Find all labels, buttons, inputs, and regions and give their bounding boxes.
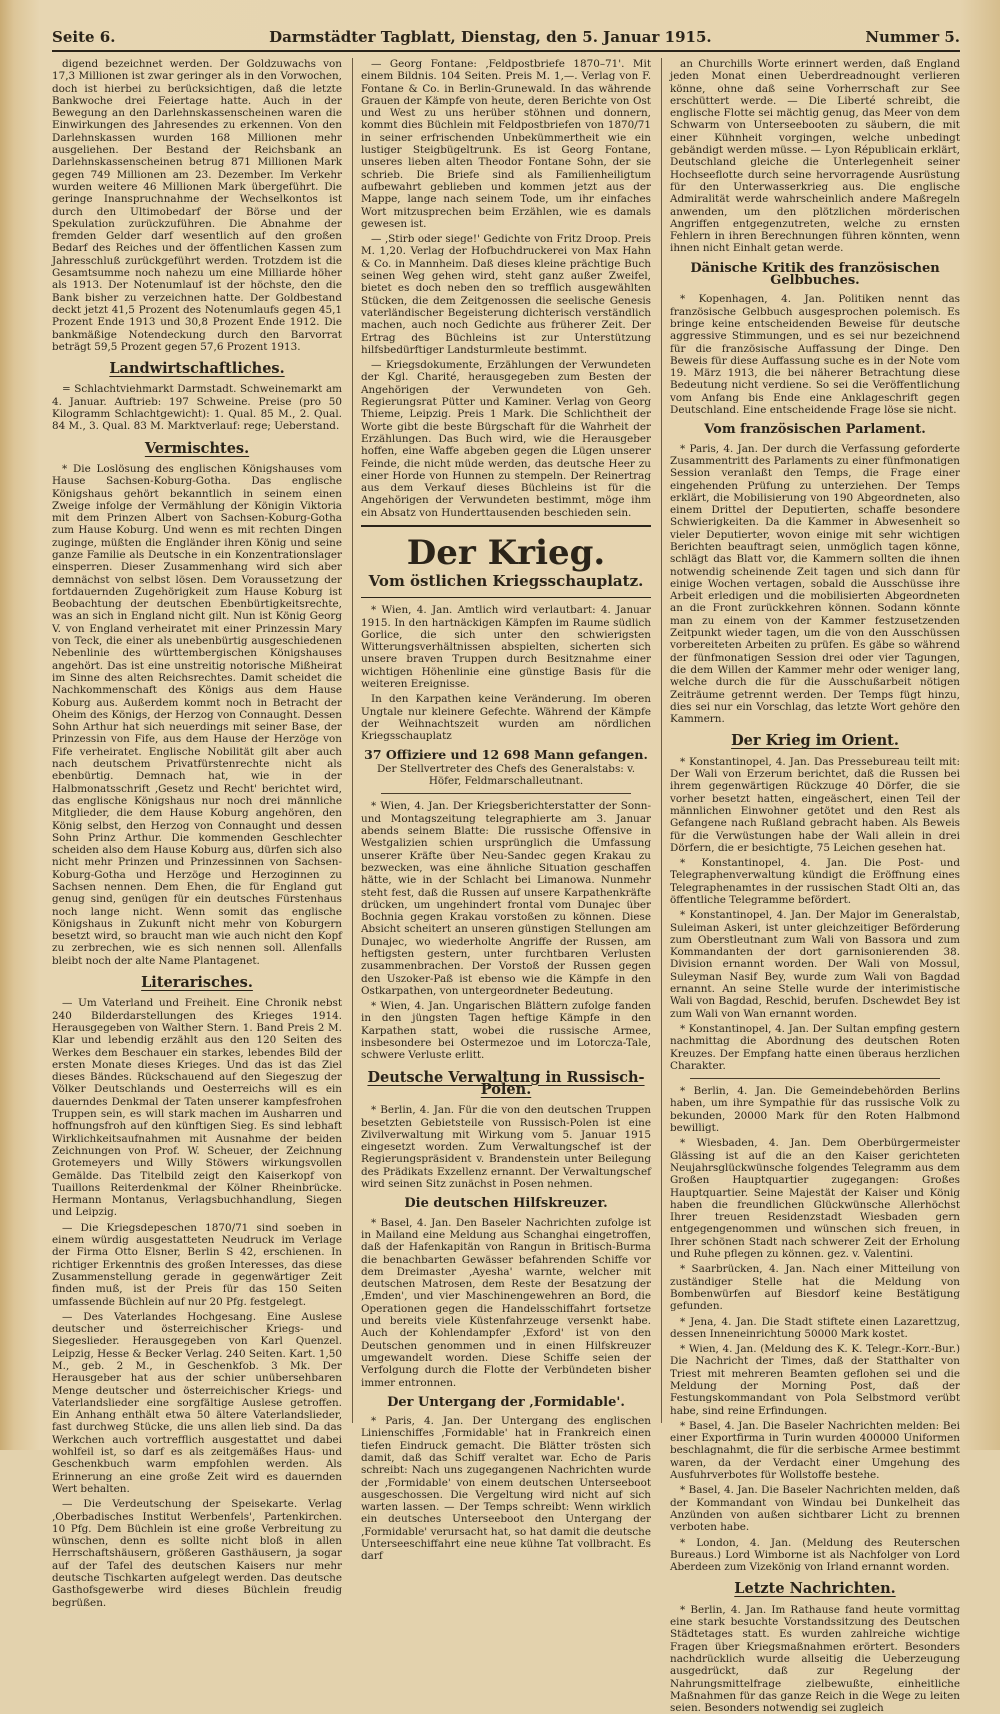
- article-continuation: an Churchills Worte erinnert werden, daß England jeden Monat einen Ueberdreadnought verlieren könne, ohne daß seine Vorherrschaft zur See erschüttert werde. — Die Liberté schreibt, die englische Flotte sei mächtig genug, das Meer von dem Schwarm von Unterseebooten zu säubern, die mit einer Kühnheit vorgingen, welche unbedingt gebändigt werden müsse. — Lyon Républicain erklärt, Deutschland gleiche die Unterlegenheit seiner Hochseeflotte durch seine hervorragende Ausrüstung für den Unterwasserkrieg aus. Die englische Admiralität werde wahrscheinlich andere Maßregeln anwenden, um den plötzlichen mörderischen Angriffen entgegenzutreten, welche zu ernsten Fehlern in ihren Berechnungen führen könnten, wenn ihnen nicht Einhalt getan werde.: [670, 58, 960, 255]
- article-formidable: * Paris, 4. Jan. Der Untergang des englischen Linienschiffes ‚Formidable' hat in Frankreich einen tiefen Eindruck gemacht. Die Blätter trösten sich damit, daß das Schiff veraltet war. Echo de Paris schreibt: Nach uns zugegangenen Nachrichten wurde der ‚Formidable' von einem deutschen Unterseeboot ausgeschossen. Die Vergeltung wird nicht auf sich warten lassen. — Der Temps schreibt: Wenn wirklich ein deutsches Unterseeboot den Untergang der ‚Formidable' verursacht hat, so hat damit die deutsche Unterseeschiffahrt eine neue kühne Tat vollbracht. Es darf: [361, 1415, 651, 1563]
- divider: [381, 793, 631, 794]
- divider: [690, 1078, 940, 1079]
- column-1: [52, 58, 342, 1609]
- news-item: * Jena, 4. Jan. Die Stadt stiftete einen Lazarettzug, dessen Inneneinrichtung 50000 Mark kostet.: [670, 1315, 960, 1340]
- news-item: * Wiesbaden, 4. Jan. Dem Oberbürgermeister Glässing ist auf die an den Kaiser gerichteten Neujahrsglückwünsche folgendes Telegramm aus dem Großen Hauptquartier zugegangen: Großes Hauptquartier. Seine Majestät der Kaiser und König haben die freundlichen Glückwünsche Allerhöchst Ihrer treuen Residenzstadt Wiesbaden gern entgegengenommen und wünschen sich freuen, in Ihrer schönen Stadt nach schwerer Zeit der Erholung und Ruhe pflegen zu können. gez. v. Valentini.: [670, 1137, 960, 1261]
- signature-line: Der Stellvertreter des Chefs des Generalstabs: v. Höfer, Feldmarschalleutnant.: [376, 762, 636, 788]
- section-heading-formidable: Der Untergang der ‚Formidable'.: [387, 1394, 625, 1410]
- book-review: — Die Verdeutschung der Speisekarte. Verlag ‚Oberbadisches Institut Werbenfels', Partenkirchen. 10 Pfg. Dem Büchlein ist eine große Verbreitung zu wünschen, denn es sollte nicht bloß in allen Herrschaftshäusern, größeren Gasthäusern, ja sogar auf der Tafel des deutschen Kaisers nur mehr deutsche Tischkarten aufgelegt werden. Das deutsche Gasthofsgewerbe wird dieses Büchlein freudig begrüßen.: [52, 1498, 342, 1609]
- article-hilfskreuzer: * Basel, 4. Jan. Den Baseler Nachrichten zufolge ist in Mailand eine Meldung aus Schanghai eingetroffen, daß der Hafenkapitän von Rangun in Britisch-Burma die benachbarten Gewässer befahrenden Schiffe vor dem Dreimaster ‚Ayesha' warnte, welcher mit deutschen Matrosen, dem Reste der Besatzung der ‚Emden', und vier Maschinengewehren an Bord, die Operationen gegen die Handelsschiffahrt fortsetze und bereits viele Küstenfahrzeuge versenkt habe. Auch der Kohlendampfer ‚Exford' ist von den Deutschen genommen und in einen Hilfskreuzer umgewandelt worden. Diese Schiffe seien der Verfolgung durch die Flotte der Verbündeten bisher immer entronnen.: [361, 1216, 651, 1389]
- section-heading-parlament: Vom französischen Parlament.: [704, 422, 926, 438]
- news-item: * Konstantinopel, 4. Jan. Der Major im Generalstab, Suleiman Askeri, ist unter gleichzeitiger Beförderung zum Oberstleutnant zum Wali von Bassora und zum Kommandanten der dort garnisonierenden 38. Division ernannt worden. Der Wali von Mossul, Suleyman Nasif Bey, wurde zum Wali von Bagdad ernannt. An seine Stelle wurde der interimistische Wali von Bagdad, Reschid, berufen. Dschewdet Bey ist zum Wali von Wan ernannt worden.: [670, 909, 960, 1020]
- article-koenigshaus: * Die Loslösung des englischen Königshauses vom Hause Sachsen-Koburg-Gotha. Das englische Königshaus gehört bekanntlich in seinem einen Zweige infolge der Vermählung der Königin Viktoria mit dem Prinzen Albert von Sachsen-Koburg-Gotha zum Hause Koburg. Und wenn es mit rechten Dingen zuginge, müßten die Engländer ihren König und seine ganze Familie als Deutsche in ein Konzentrationslager einsperren. Dieser Zusammenhang wird sich aber demnächst von selbst lösen. Dem Voraussetzung der fortdauernden Zugehörigkeit zum Hause Koburg ist Beobachtung der deutschen Ebenbürtigkeitsrechte, was an sich in England nicht gilt. Nun ist König Georg V. von England verheiratet mit einer Prinzessin Mary von Teck, die einer als unebenbürtig ausgeschiedenen Nebenlinie des württembergischen Königshauses angehört. Das ist eine unstreitig notorische Mißheirat im Sinne des alten Reichsrechtes. Damit scheidet die Nachkommenschaft des Königs aus dem Hause Koburg aus. Außerdem kommt noch in Betracht der Oheim des Königs, der Herzog von Connaught. Dessen Sohn Arthur hat sich neuerdings mit seiner Base, der Prinzessin von Fife, aus dem Hause der Herzöge von Fife verheiratet. Englische Nobilität gilt aber auch nach deutschem Privatfürstenrechte nicht als ebenbürtig. Demnach hat, wie in der Halbmonatsschrift ‚Gesetz und Recht' berichtet wird, das englische Königshaus nur noch drei männliche Mitglieder, die dem Hause Koburg angehören, den König selbst, den Herzog von Connaught und dessen Sohn Prinz Arthur. Die kommenden Geschlechter scheiden also dem Hause Koburg aus, dürfen sich also nicht mehr Prinzen und Prinzessinnen von Sachsen-Koburg-Gotha und Herzöge und Herzoginnen zu Sachsen nennen. Dem Ehen, die für England gut genug sind, genügen für ein deutsches Fürstenhaus noch lange nicht. Wenn somit das englische Königshaus in Zukunft nicht mehr von Koburgern besetzt wird, so braucht man wie auch nicht den Kopf zu zerbrechen, wie es sich nennen soll. Allenfalls bleibt noch der alte Name Plantagenet.: [52, 462, 342, 967]
- news-item: * Konstantinopel, 4. Jan. Das Pressebureau teilt mit: Der Wali von Erzerum berichtet, daß die Russen bei ihrem gegenwärtigen Rückzuge 40 Dörfer, die sie vorher besetzt hatten, eingeäschert, einen Teil der männlichen Einwohner getötet und den Rest als Gefangene nach Rußland gebracht haben. Als Beweis für die Verwüstungen habe der Wali allein in drei Dörfern, die er besichtigte, 75 Leichen gesehen hat.: [670, 755, 960, 854]
- page-header: [52, 28, 960, 52]
- section-heading-landwirtschaft: Landwirtschaftliches.: [109, 360, 285, 378]
- section-heading-literarisches: Literarisches.: [141, 974, 253, 992]
- book-review: — Des Vaterlandes Hochgesang. Eine Auslese deutscher und österreichischer Kriegs- und Siegeslieder. Herausgegeben von Karl Quenzel. Leipzig, Hesse & Becker Verlag. 240 Seiten. Kart. 1,50 M., geb. 2 M., in Geschenkfob. 3 Mk. Der Herausgeber hat aus der schier unübersehbaren Menge deutscher und österreichischer Kriegs- und Vaterlandslieder eine sorgfältige Auslese getroffen. Ein Anhang enthält etwa 50 ältere Vaterlandslieder, fast durchweg Stücke, die uns allen lieb sind. Da das Werkchen auch vortrefflich ausgestattet und dabei wohlfeil ist, so darf es als zeitgemäßes Haus- und Geschenkbuch warm empfohlen werden. Als Erinnerung an eine große Zeit wird es dauernden Wert behalten.: [52, 1310, 342, 1495]
- news-item: * Wien, 4. Jan. (Meldung des K. K. Telegr.-Korr.-Bur.) Die Nachricht der Times, daß der Statthalter von Triest mit mehreren Beamten geflohen sei und die Meldung der Morning Post, daß der Festungskommandant von Pola Selbstmord verübt habe, sind reine Erfindungen.: [670, 1343, 960, 1417]
- page-number: Seite 6.: [52, 28, 116, 46]
- war-report: * Wien, 4. Jan. Amtlich wird verlautbart: 4. Januar 1915. In den hartnäckigen Kämpfen im Raume südlich Gorlice, die sich unter den schwierigsten Witterungsverhältnissen abspielten, sicherten sich unsere braven Truppen durch Besitznahme einer wichtigen Höhenlinie eine günstige Basis für die weiteren Ereignisse.: [361, 604, 651, 691]
- book-review: — Um Vaterland und Freiheit. Eine Chronik nebst 240 Bilderdarstellungen des Krieges 1914. Herausgegeben von Walther Stern. 1. Band Preis 2 M. Klar und lebendig erzählt aus den 120 Seiten des Werkes dem Beschauer ein starkes, lebendes Bild der ersten Monate dieses Krieges. Und das ist das Ziel dieses Bändes. Rückschauend auf den Siegeszug der Völker Deutschlands und Oesterreichs will es ein dauerndes Denkmal der Taten unserer kampfesfrohen Truppen sein, es will stark machen im Ausharren und hoffnungsfroh auf den künftigen Sieg. Es sind lebhaft Wirklichkeitsaufnahmen mit Ausnahme der beiden Zeichnungen von Prof. W. Scheuer, der Zeichnung Grotemeyers und Willy Stöwers wirkungsvollen Gemälde. Das Titelbild zeigt den Kaiserkopf von Tuaillons Reiterdenkmal der Kölner Rheinbrücke. Hermann Montanus, Verlagsbuchhandlung, Siegen und Leipzig.: [52, 997, 342, 1219]
- war-subheadline: Vom östlichen Kriegsschauplatz.: [368, 571, 644, 590]
- book-review: — Kriegsdokumente, Erzählungen der Verwundeten der Kgl. Charité, herausgegeben zum Besten der Angehörigen der Verwundeten von Geh. Regierungsrat Pütter und Kaminer. Verlag von Georg Thieme, Leipzig. Preis 1 Mark. Die Schlichtheit der Worte gibt die beste Bürgschaft für die Wahrheit der Erzählungen. Das Buch wird, wie die Herausgeber hoffen, eine Waffe abgeben gegen die Lügen unserer Feinde, die nicht müde werden, das deutsche Heer zu einer Horde von Hunnen zu stempeln. Der Reinertrag aus dem Verkauf dieses Büchleins ist für die Angehörigen der Verwundeten bestimmt, möge ihm ein Absatz von Hunderttausenden beschieden sein.: [361, 359, 651, 519]
- article-verwaltung: * Berlin, 4. Jan. Für die von den deutschen Truppen besetzten Gebietsteile von Russisch-Polen ist eine Zivilverwaltung mit Wirkung vom 5. Januar 1915 eingesetzt worden. Zum Verwaltungschef ist der Regierungspräsident v. Brandenstein unter Beilegung des Prädikats Exzellenz ernannt. Der Verwaltungschef wird seinen Sitz zunächst in Posen nehmen.: [361, 1104, 651, 1191]
- war-report: * Wien, 4. Jan. Ungarischen Blättern zufolge fanden in den jüngsten Tagen heftige Kämpfe in den Karpathen statt, wobei die russische Armee, insbesondere bei Ostermezoe und im Lotorcza-Tale, schwere Verluste erlitt.: [361, 1000, 651, 1062]
- news-item: * Konstantinopel, 4. Jan. Der Sultan empfing gestern nachmittag die Abordnung des deutschen Roten Kreuzes. Der Empfang hatte einen überaus herzlichen Charakter.: [670, 1022, 960, 1072]
- market-report: = Schlachtviehmarkt Darmstadt. Schweinemarkt am 4. Januar. Auftrieb: 197 Schweine. Preise (pro 50 Kilogramm Schlachtgewicht): 1. Qual. 85 M., 2. Qual. 84 M., 3. Qual. 83 M. Marktverlauf: rege; Ueberstand.: [52, 383, 342, 433]
- book-review: — Georg Fontane: ‚Feldpostbriefe 1870–71'. Mit einem Bildnis. 104 Seiten. Preis M. 1,—. Verlag von F. Fontane & Co. in Berlin-Grunewald. In das währende Grauen der Kämpfe von heute, deren Berichte von Ost und West zu uns herüber stöhnen und donnern, kommt dies Büchlein mit Feldpostbriefen von 1870/71 in seiner erfrischenden Unbekümmertheit wie ein lustiger Steigbügeltrunk. Es ist Georg Fontane, unseres lieben alten Theodor Fontane Sohn, der sie schrieb. Die Briefe sind als Familienheiligtum aufbewahrt geblieben und kommen jetzt aus der Mappe, lange nach seinem Tode, um ihr einfaches Wort mitzusprechen beim Erzählen, wie es damals gewesen ist.: [361, 58, 651, 230]
- column-3: [661, 58, 960, 1714]
- section-heading-verwaltung: Deutsche Verwaltung in Russisch-Polen.: [367, 1068, 645, 1098]
- news-item: * Berlin, 4. Jan. Die Gemeindebehörden Berlins haben, um ihre Sympathie für das russische Volk zu bekunden, 20000 Mark für den Roten Halbmond bewilligt.: [670, 1085, 960, 1135]
- article-parlament: * Paris, 4. Jan. Der durch die Verfassung geforderte Zusammentritt des Parlaments zu einer fünfmonatigen Session veranlaßt den Temps, die Frage einer eingehenden Prüfung zu unterziehen. Der Temps erklärt, die Mobilisierung von 190 Abgeordneten, also einem Drittel der Deputierten, schaffe besondere Schwierigkeiten. Da die Kammer in Abwesenheit so vieler Deputierter, wovon einige mit sehr wichtigen Berichten beauftragt seien, unmöglich tagen könne, schlägt das Blatt vor, die Kammern sollten die ihnen notwendig scheinende Zeit tagen und sich dann für einige Wochen vertagen, sobald die Ausschüsse ihre Arbeit erledigen und die mobilisierten Abgeordneten an die Front zurückkehren können. Sodann könnte man zu einem von der Kammer festzusetzenden Zeitpunkt wieder tagen, um die von den Ausschüssen vorbereiteten Arbeiten zu prüfen. Es gäbe so während der fünfmonatigen Session drei oder vier Tagungen, die dem Willen der Kammer mehr oder weniger lang, welche durch die für die Ausschußarbeit nötigen Zeiträume getrennt werden. Der Temps fügt hinzu, dies sei nur ein Vorschlag, das letzte Wort gehöre den Kammern.: [670, 442, 960, 726]
- war-report: In den Karpathen keine Veränderung. Im oberen Ungtale nur kleinere Gefechte. Während der Kämpfe der Weihnachtszeit wurden am nördlichen Kriegsschauplatz: [361, 693, 651, 743]
- prisoners-line: 37 Offiziere und 12 698 Mann gefangen.: [364, 746, 648, 762]
- section-heading-hilfskreuzer: Die deutschen Hilfskreuzer.: [404, 1196, 608, 1212]
- news-item: * Basel, 4. Jan. Die Baseler Nachrichten melden: Bei einer Exportfirma in Turin wurden 400000 Uniformen beschlagnahmt, die für die serbische Armee bestimmt waren, da der Verdacht einer Umgehung des Ausfuhrverbotes für Wollstoffe bestehe.: [670, 1419, 960, 1482]
- newspaper-title: Darmstädter Tagblatt, Dienstag, den 5. Januar 1915.: [269, 28, 712, 46]
- book-review: — Die Kriegsdepeschen 1870/71 sind soeben in einem würdig ausgestatteten Neudruck im Verlage der Firma Otto Elsner, Berlin S 42, erschienen. In richtiger Erkenntnis des großen Interesses, das diese Zusammenstellung gerade in gegenwärtiger Zeit finden muß, ist der Preis für das 150 Seiten umfassende Büchlein auf nur 20 Pfg. festgelegt.: [52, 1221, 342, 1308]
- news-item: * Saarbrücken, 4. Jan. Nach einer Mitteilung von zuständiger Stelle hat die Meldung von Bombenwürfen auf Biesdorf keine Bestätigung gefunden.: [670, 1263, 960, 1313]
- finance-article: digend bezeichnet werden. Der Goldzuwachs von 17,3 Millionen ist zwar geringer als in den Vorwochen, doch ist hierbei zu berücksichtigen, daß die letzte Bankwoche drei Feiertage hatte. Auch in der Bewegung an den Darlehnskassenscheinen waren die Einwirkungen des Jahresendes zu erkennen. Von den Darlehnskassen wurden 168 Millionen mehr ausgeliehen. Der Bestand der Reichsbank an Darlehnskassenscheinen betrug 871 Millionen Mark gegen 749 Millionen am 23. Dezember. Im Verkehr wurden weitere 46 Millionen Mark übergeführt. Die geringe Inanspruchnahme der Wechselkontos ist durch den Ultimobedarf der Börse und der Spekulation zurückzuführen. Die Abnahme der fremden Gelder darf wesentlich auf den großen Bedarf des Reiches und der öffentlichen Kassen zum Jahresschluß zurückgeführt werden. Trotzdem ist die Gesamtsumme noch nahezu um eine Milliarde höher als 1913. Der Notenumlauf ist der höchste, den die Bank bisher zu verzeichnen hatte. Der Goldbestand deckt jetzt 41,5 Prozent des Notenumlaufs gegen 45,1 Prozent Ende 1913 und 30,8 Prozent Ende 1912. Die bankmäßige Notendeckung durch den Barvorrat beträgt 59,5 Prozent gegen 57,6 Prozent 1913.: [52, 58, 342, 353]
- news-item: * London, 4. Jan. (Meldung des Reuterschen Bureaus.) Lord Wimborne ist als Nachfolger von Lord Aberdeen zum Vizekönig von Irland ernannt worden.: [670, 1536, 960, 1574]
- news-item: * Konstantinopel, 4. Jan. Die Post- und Telegraphenverwaltung kündigt die Eröffnung eines Telegraphenamtes in der russischen Stadt Olti an, das öffentliche Telegramme befördert.: [670, 857, 960, 906]
- columns: [52, 58, 960, 1714]
- section-heading-letzte-nachrichten: Letzte Nachrichten.: [734, 1580, 896, 1598]
- war-headline: Der Krieg.: [406, 532, 606, 573]
- war-report: * Wien, 4. Jan. Der Kriegsberichterstatter der Sonn- und Montagszeitung telegraphierte am 3. Januar abends seinem Blatte: Die russische Offensive in Westgalizien schien ursprünglich die Umfassung unserer Kräfte über Neu-Sandec gegen Krakau zu bezwecken, was eine ähnliche Situation geschaffen hätte, wie in der Schlacht bei Limanowa. Nunmehr steht fest, daß die Russen auf unsere Karpathenkräfte drücken, um ungehindert frontal vom Dunajec über Bochnia gegen Krakau vorstoßen zu können. Diese Absicht scheitert an unseren günstigen Stellungen am Dunajec, wo wiederholte Angriffe der Russen, am heftigsten gestern, unter furchtbaren Verlusten zusammenbrachen. Der Vorstoß der Russen gegen den Uszoker-Paß ist ebenso wie die Kämpfe in den Ostkarpathen, von untergeordneter Bedeutung.: [361, 800, 651, 997]
- article-gelbbuch: * Kopenhagen, 4. Jan. Politiken nennt das französische Gelbbuch ausgesprochen polemisch. Es bringe keine entscheidenden Beweise für deutsche aggressive Stimmungen, und es sei nur bezeichnend für die französische Auffassung der Dinge. Den Beweis für diese Auffassung suche es in der Note vom 19. März 1913, die bei näherer Betrachtung diese Bedeutung nicht verdiene. So sei die Veröffentlichung vom Anfang bis Ende eine Anklageschrift gegen Deutschland. Eine entscheidende Frage löse sie nicht.: [670, 293, 960, 417]
- column-2: [352, 58, 651, 1563]
- section-heading-gelbbuch: Dänische Kritik des französischen Gelbbuches.: [690, 260, 940, 289]
- issue-number: Nummer 5.: [865, 28, 960, 46]
- news-item: * Berlin, 4. Jan. Im Rathause fand heute vormittag eine stark besuchte Vorstandssitzung des Deutschen Städtetages statt. Es wurden zahlreiche wichtige Fragen über Kriegsmaßnahmen erörtert. Besonders nachdrücklich wurde allseitig die Ueberzeugung ausgedrückt, daß zur Regelung der Nahrungsmittelfrage zielbewußte, einheitliche Maßnahmen für das ganze Reich in die Wege zu leiten seien. Besonders notwendig sei zugleich: [670, 1603, 960, 1714]
- news-item: * Basel, 4. Jan. Die Baseler Nachrichten melden, daß der Kommandant von Windau bei Dunkelheit das Anzünden von außen sichtbarer Licht zu brennen verboten habe.: [670, 1484, 960, 1534]
- book-review: — ‚Stirb oder siege!' Gedichte von Fritz Droop. Preis M. 1,20. Verlag der Hofbuchdruckerei von Max Hahn & Co. in Mannheim. Daß dieses kleine prächtige Buch seinen Weg gehen wird, steht ganz außer Zweifel, bietet es doch neben den so trefflich ausgewählten Stücken, die dem Zeitgenossen die seelische Genesis vaterländischer Begeisterung dichterisch verständlich machen, auch noch Gedichte aus früherer Zeit. Der Ertrag des Büchleins ist zur Unterstützung hilfsbedürftiger Landsturmleute bestimmt.: [361, 233, 651, 356]
- section-heading-vermischtes: Vermischtes.: [144, 439, 250, 457]
- war-section-banner: [361, 525, 651, 598]
- section-heading-orient: Der Krieg im Orient.: [731, 732, 899, 750]
